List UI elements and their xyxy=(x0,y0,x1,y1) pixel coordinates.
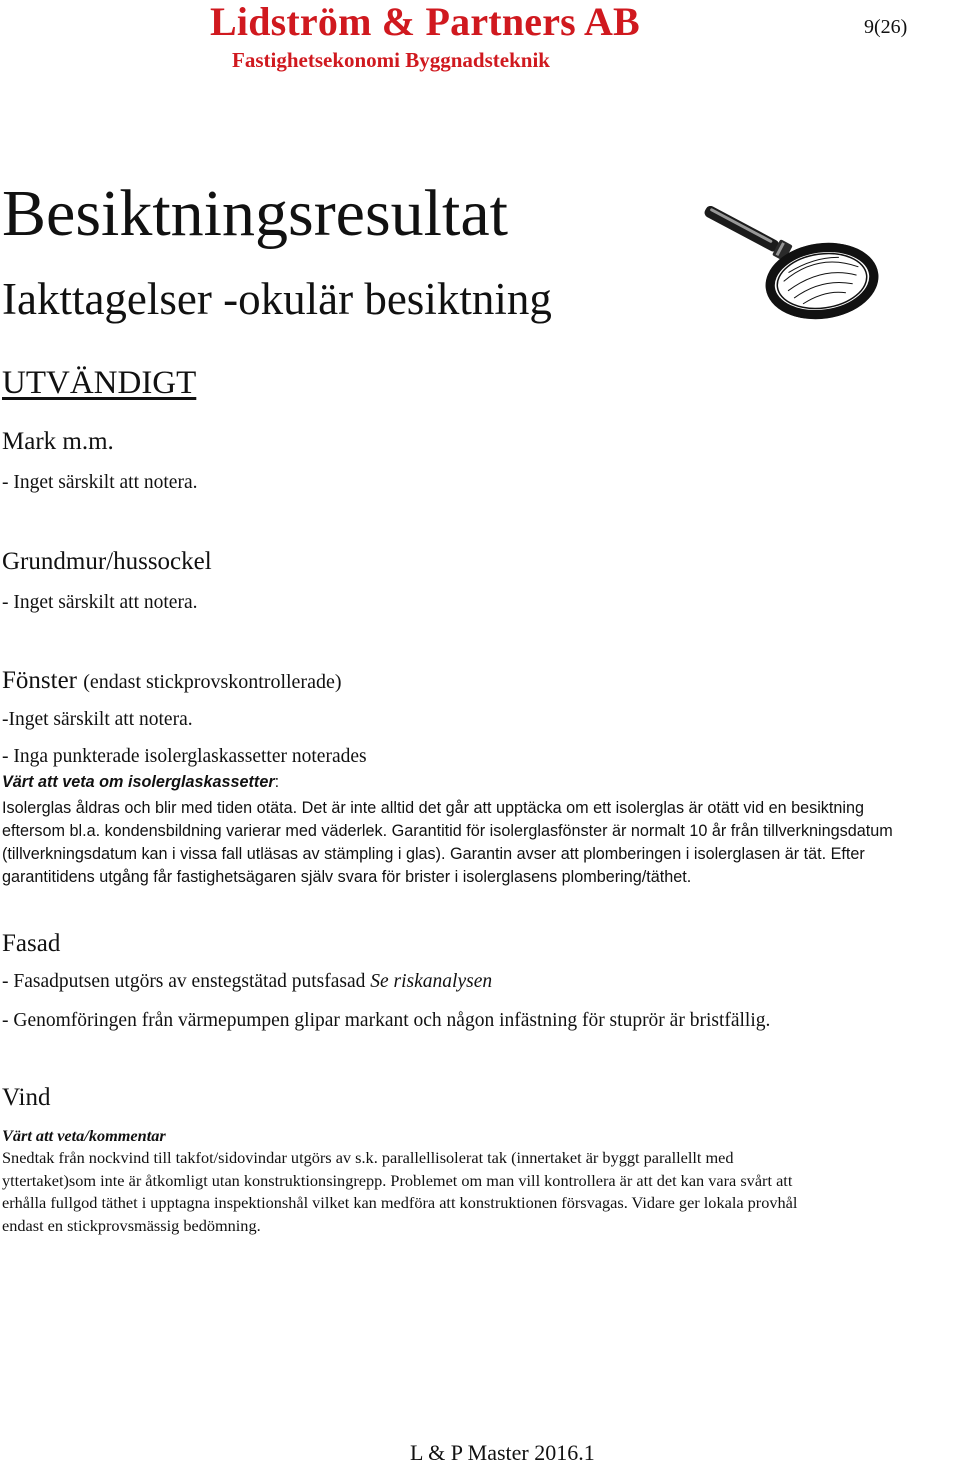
vind-info-line: endast en stickprovsmässig bedömning. xyxy=(2,1215,261,1235)
page-title: Besiktningsresultat xyxy=(2,177,508,250)
fonster-info-line: (tillverkningsdatum kan i vissa fall utläsas av stämpling i glas). Garantin avser att plomberingen i isolerglasen är tät. Efter xyxy=(2,845,865,863)
fonster-heading-text: Fönster xyxy=(2,667,77,694)
fonster-info-line: Isolerglas åldras och blir med tiden otäta. Det är inte alltid det går att upptäcka om ett isolerglas är otätt vid en besiktning xyxy=(2,799,865,817)
riskanalys-link[interactable]: Se riskanalysen xyxy=(370,971,493,992)
magnifying-glass-icon xyxy=(692,206,882,326)
fonster-info-title xyxy=(2,773,279,792)
grund-note: - Inget särskilt att notera. xyxy=(2,592,198,613)
fasad-heading: Fasad xyxy=(2,930,61,957)
page-number: 9(26) xyxy=(864,16,908,38)
fasad-note-1 xyxy=(2,971,492,993)
fonster-info-text xyxy=(2,797,957,889)
vind-info-line: yttertaket)som inte är åtkomligt utan konstruktionsingrepp. Problemet om man vill kontrollera är att det kan vara svårt att xyxy=(2,1170,793,1190)
grund-heading: Grundmur/hussockel xyxy=(2,548,212,575)
vind-info-title: Värt att veta/kommentar xyxy=(2,1126,166,1145)
vind-info-line: Snedtak från nockvind till takfot/sidovindar utgörs av s.k. parallellisolerat tak (innertaket är byggt parallellt med xyxy=(2,1148,734,1167)
mark-heading: Mark m.m. xyxy=(2,428,114,455)
vind-info-text xyxy=(2,1147,957,1237)
mark-note: - Inget särskilt att notera. xyxy=(2,472,198,493)
fonster-info-line: eftersom bl.a. kondensbildning varierar med väderlek. Garantitid för isolerglasfönster är normalt 10 år från tillverkningsdatum xyxy=(2,822,893,840)
vind-info-line: erhålla fullgod täthet i upptagna inspektionshål vilket kan medföra att konstruktionen försvagas. Vidare ger lokala provhål xyxy=(2,1193,798,1212)
fonster-info-line: garantitidens utgång får fastighetsägaren själv svara för brister i isolerglasens plombering/täthet. xyxy=(2,868,692,886)
company-name: Lidström & Partners AB xyxy=(210,0,640,44)
fasad-note-2: - Genomföringen från värmepumpen glipar markant och någon infästning för stuprör är bristfällig. xyxy=(2,1010,771,1031)
fasad-note-1-text: - Fasadputsen utgörs av enstegstätad putsfasad xyxy=(2,971,371,992)
company-tagline: Fastighetsekonomi Byggnadsteknik xyxy=(232,48,550,72)
footer-label: L & P Master 2016.1 xyxy=(410,1440,595,1465)
fonster-note-2: - Inga punkterade isolerglaskassetter noterades xyxy=(2,746,367,767)
page-subtitle: Iakttagelser -okulär besiktning xyxy=(2,274,552,324)
fonster-heading-note: (endast stickprovskontrollerade) xyxy=(83,671,342,693)
fonster-note-1: -Inget särskilt att notera. xyxy=(2,709,193,730)
fonster-heading xyxy=(2,667,342,695)
vind-heading: Vind xyxy=(2,1084,51,1111)
section-heading: UTVÄNDIGT xyxy=(2,365,197,401)
fonster-info-colon: : xyxy=(274,773,280,791)
fonster-info-title-text: Värt att veta om isolerglaskassetter xyxy=(2,773,275,791)
